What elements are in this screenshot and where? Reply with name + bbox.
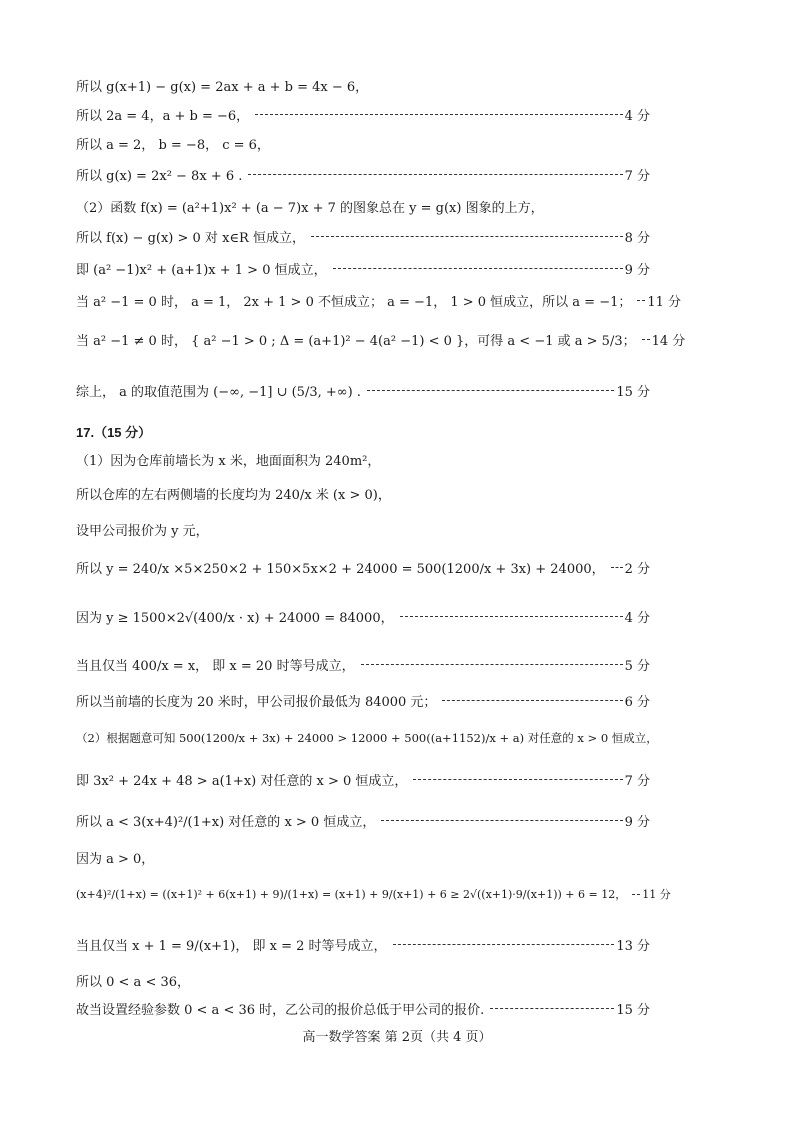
solution-line [76,291,682,310]
score: 8 分 [624,231,650,246]
dash-leader [611,567,623,568]
line-text: 当 a² −1 = 0 时， a = 1， 2x + 1 > 0 不恒成立； a = −1， 1 > 0 恒成立，所以 a = −1； [76,295,632,310]
score: 11 分 [642,888,671,901]
line-text: 当且仅当 400/x = x， 即 x = 20 时等号成立， [76,659,355,674]
dash-leader [333,268,623,269]
dash-leader [400,616,623,617]
dash-leader [490,1008,614,1009]
solution-line [76,259,650,278]
line-text: （2）根据题意可知 500(1200/x + 3x) + 24000 > 12000 + 500((a+1152)/x + a) 对任意的 x > 0 恒成立， [76,731,658,745]
dash-leader [381,820,622,821]
line-text: 所以 y = 240/x ×5×250×2 + 150×5x×2 + 24000 = 500(1200/x + 3x) + 24000， [76,562,605,577]
solution-line [76,330,686,349]
line-text: 所以仓库的左右两侧墙的长度均为 240/x 米 (x > 0)， [76,488,391,503]
line-text: 当 a² −1 ≠ 0 时， { a² −1 > 0 ; Δ = (a+1)² − 4(a² −1) < 0 }，可得 a < −1 或 a > 5/3； [76,334,636,349]
solution-line [76,848,650,867]
solution-line [76,105,650,124]
solution-line [76,971,650,990]
dash-leader [442,700,622,701]
score: 13 分 [616,939,650,954]
dash-leader [367,390,614,391]
solution-line [76,607,650,626]
solution-line [76,381,650,400]
line-text: 因为 y ≥ 1500×2√(400/x · x) + 24000 = 84000， [76,611,394,626]
line-text: 即 (a² −1)x² + (a+1)x + 1 > 0 恒成立， [76,263,327,278]
solution-line [76,730,658,746]
line-text: 所以 f(x) − g(x) > 0 对 x∈R 恒成立， [76,231,305,246]
line-text: 所以 a = 2， b = −8， c = 6， [76,138,270,153]
solution-line [76,811,650,830]
line-text: 即 3x² + 24x + 48 > a(1+x) 对任意的 x > 0 恒成立， [76,774,408,789]
solution-line [76,770,650,789]
score: 4 分 [624,611,650,626]
line-text: 所以 2a = 4，a + b = −6， [76,109,250,124]
dash-leader [361,664,623,665]
line-text: 故当设置经验参数 0 < a < 36 时，乙公司的报价总低于甲公司的报价. [76,1003,485,1018]
line-text: 设甲公司报价为 y 元， [76,524,209,539]
line-text: 所以 a < 3(x+4)²/(1+x) 对任意的 x > 0 恒成立， [76,815,376,830]
solution-line [76,134,650,153]
dash-leader [632,894,640,895]
solution-line [76,484,650,503]
line-text: 所以 g(x) = 2x² − 8x + 6 . [76,169,243,184]
score: 9 分 [624,263,650,278]
solution-line [76,520,650,539]
score: 5 分 [624,659,650,674]
page-footer: 高一数学答案 第 2页（共 4 页） [302,1030,492,1045]
line-text: 当且仅当 x + 1 = 9/(x+1)， 即 x = 2 时等号成立， [76,939,387,954]
line-text: 综上， a 的取值范围为 (−∞, −1] ∪ (5/3, +∞) . [76,385,361,400]
solution-line [76,227,650,246]
score: 7 分 [624,169,650,184]
solution-line [76,935,650,954]
line-text: (x+4)²/(1+x) = ((x+1)² + 6(x+1) + 9)/(1+x) = (x+1) + 9/(x+1) + 6 ≥ 2√((x+1)·9/(x+1)) + 6 = 12， [76,888,627,901]
score: 11 分 [647,295,682,310]
score: 14 分 [651,334,686,349]
dash-leader [393,944,615,945]
score: 4 分 [624,109,650,124]
line-text: 所以当前墙的长度为 20 米时，甲公司报价最低为 84000 元； [76,695,437,710]
score: 6 分 [624,695,650,710]
line-text: 因为 a > 0， [76,852,155,867]
dash-leader [637,300,645,301]
dash-leader [311,236,623,237]
line-text: 所以 0 < a < 36， [76,975,191,990]
solution-line [76,691,650,710]
score: 9 分 [624,815,650,830]
solution-line [76,197,650,216]
solution-line [76,999,650,1018]
score: 7 分 [624,774,650,789]
score: 15 分 [616,385,650,400]
question-heading: 17.（15 分） [76,425,152,440]
solution-line [76,165,650,184]
dash-leader [642,339,650,340]
solution-line [76,450,650,469]
solution-line [76,558,650,577]
solution-line [76,76,650,95]
score: 2 分 [624,562,650,577]
dash-leader [413,779,622,780]
solution-line [76,886,671,902]
score: 15 分 [616,1003,650,1018]
line-text: （1）因为仓库前墙长为 x 米，地面面积为 240m²， [76,454,381,469]
dash-leader [248,174,622,175]
dash-leader [255,114,622,115]
solution-line [76,655,650,674]
line-text: 所以 g(x+1) − g(x) = 2ax + a + b = 4x − 6， [76,80,369,95]
line-text: （2）函数 f(x) = (a²+1)x² + (a − 7)x + 7 的图象总在 y = g(x) 图象的上方， [76,201,544,216]
